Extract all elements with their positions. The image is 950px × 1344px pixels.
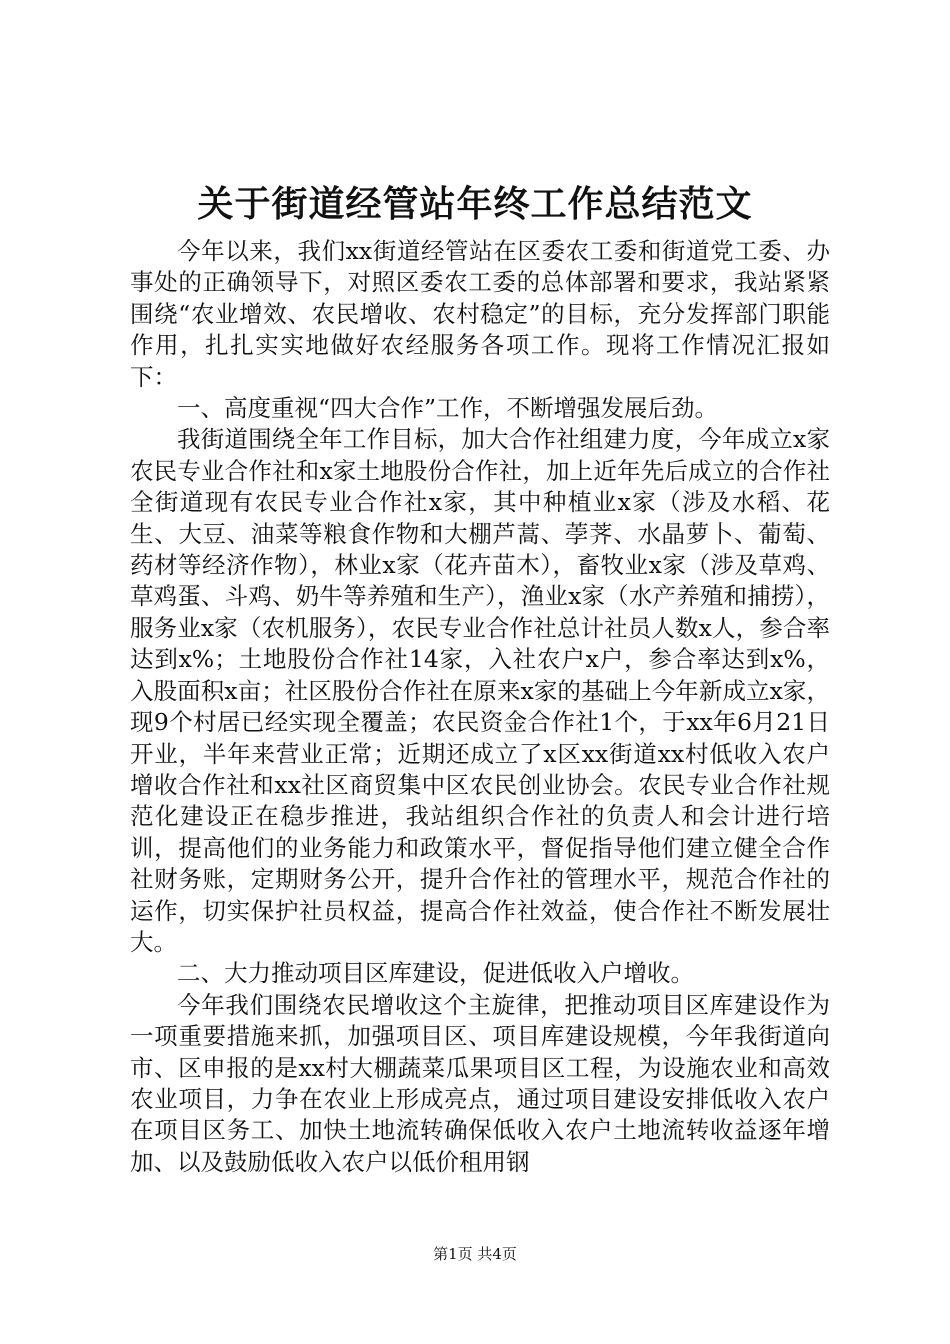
page-number-footer: 第1页 共4页 <box>433 1245 517 1263</box>
document-body <box>130 236 830 1178</box>
section-heading-2: 二、大力推动项目区库建设，促进低收入户增收。 <box>177 959 694 988</box>
paragraph-intro: 今年以来，我们xx街道经管站在区委农工委和街道党工委、办事处的正确领导下，对照区委农工委的总体部署和要求，我站紧紧围绕“农业增效、农民增收、农村稳定”的目标，充分发挥部门职能作用，扎扎实实地做好农经服务各项工作。现将工作情况汇报如下： <box>130 237 830 391</box>
section-heading-1: 一、高度重视“四大合作”工作，不断增强发展后劲。 <box>177 394 719 423</box>
paragraph-cooperatives: 我街道围绕全年工作目标，加大合作社组建力度，今年成立x家农民专业合作社和x家土地股份合作社，加上近年先后成立的合作社全街道现有农民专业合作社x家，其中种植业x家（涉及水稻、花生、大豆、油菜等粮食作物和大棚芦蒿、荸荠、水晶萝卜、葡萄、药材等经济作物），林业x家（花卉苗木），畜牧业x家（涉及草鸡、草鸡蛋、斗鸡、奶牛等养殖和生产），渔业x家（水产养殖和捕捞），服务业x家（农机服务），农民专业合作社总计社员人数x人，参合率达到x%；土地股份合作社14家，入社农户x户，参合率达到x%，入股面积x亩；社区股份合作社在原来x家的基础上今年新成立x家，现9个村居已经实现全覆盖；农民资金合作社1个，于xx年6月21日开业，半年来营业正常；近期还成立了x区xx街道xx村低收入农户增收合作社和xx社区商贸集中区农民创业协会。农民专业合作社规范化建设正在稳步推进，我站组织合作社的负责人和会计进行培训，提高他们的业务能力和政策水平，督促指导他们建立健全合作社财务账，定期财务公开，提升合作社的管理水平，规范合作社的运作，切实保护社员权益，提高合作社效益，使合作社不断发展壮大。 <box>130 425 830 956</box>
document-title: 关于街道经管站年终工作总结范文 <box>197 183 753 225</box>
paragraph-projects: 今年我们围绕农民增收这个主旋律，把推动项目区库建设作为一项重要措施来抓，加强项目区、项目库建设规模，今年我街道向市、区申报的是xx村大棚蔬菜瓜果项目区工程，为设施农业和高效农业项目，力争在农业上形成亮点，通过项目建设安排低收入农户在项目区务工、加快土地流转确保低收入农户土地流转收益逐年增加、以及鼓励低收入农户以低价租用钢 <box>130 990 830 1176</box>
